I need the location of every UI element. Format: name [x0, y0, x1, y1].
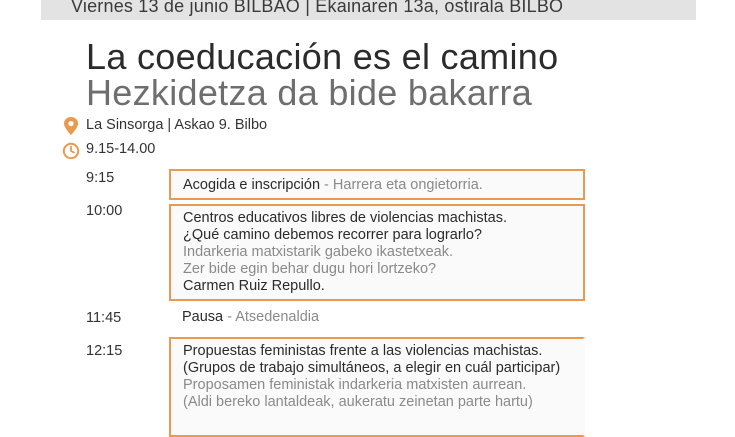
item-subtitle: Harrera eta ongietorria.	[332, 177, 483, 193]
schedule-item-talk	[169, 204, 585, 301]
schedule-time: 11:45	[86, 310, 122, 326]
schedule-item-break	[182, 309, 319, 325]
page-title-basque: Hezkidetza da bide bakarra	[86, 72, 533, 113]
item-separator: -	[320, 177, 333, 193]
header-bar	[41, 0, 696, 20]
schedule-time: 10:00	[86, 203, 123, 219]
workshop-title-eu: Proposamen feministak indarkeria matxisten aurrean.	[183, 377, 527, 393]
schedule-item-welcome	[169, 169, 585, 200]
schedule-item-workshops	[169, 337, 585, 437]
item-subtitle: Atsedenaldia	[235, 309, 320, 325]
header-date-location: Viernes 13 de junio BILBAO | Ekainaren 13a, ostirala BILBO	[71, 0, 564, 16]
item-separator: -	[223, 309, 236, 325]
item-title: Acogida e inscripción	[183, 177, 321, 193]
talk-speaker: Carmen Ruiz Repullo.	[183, 278, 325, 294]
page-title-spanish: La coeducación es el camino	[86, 36, 559, 77]
location-text: La Sinsorga | Askao 9. Bilbo	[86, 117, 268, 133]
location-pin-icon	[62, 116, 80, 136]
talk-title-es-line2: ¿Qué camino debemos recorrer para lograrlo?	[183, 227, 482, 243]
schedule-time: 12:15	[86, 343, 123, 359]
talk-title-eu-line1: Indarkeria matxistarik gabeko ikastetxeak.	[183, 244, 453, 260]
item-title: Pausa	[182, 309, 224, 325]
hours-text: 9.15-14.00	[86, 141, 156, 157]
workshop-note-es: (Grupos de trabajo simultáneos, a elegir en cuál participar)	[183, 360, 561, 376]
workshop-note-eu: (Aldi bereko lantaldeak, aukeratu zeinetan parte hartu)	[183, 394, 533, 410]
workshop-title-es: Propuestas feministas frente a las violencias machistas.	[183, 343, 543, 359]
schedule-time: 9:15	[86, 170, 115, 186]
talk-title-es-line1: Centros educativos libres de violencias machistas.	[183, 210, 507, 226]
clock-icon	[62, 140, 80, 160]
talk-title-eu-line2: Zer bide egin behar dugu hori lortzeko?	[183, 261, 437, 277]
